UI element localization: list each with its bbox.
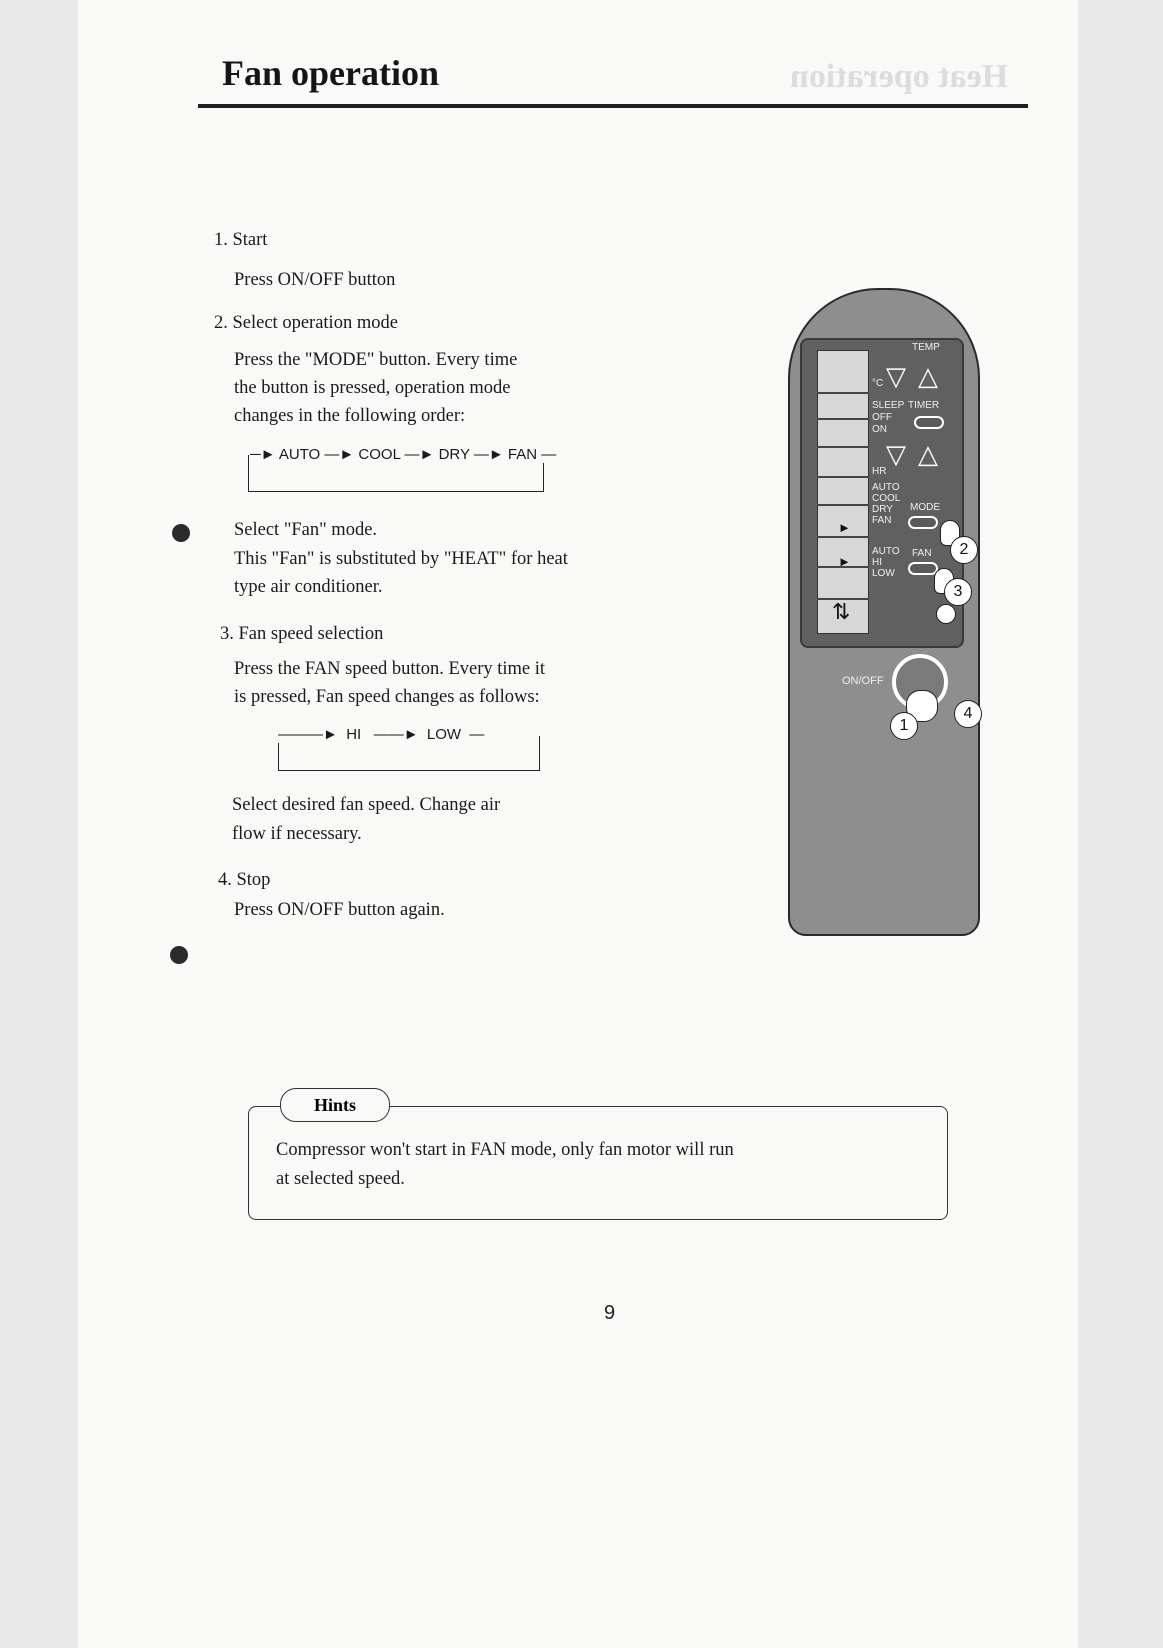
remote-celsius-label: °C xyxy=(872,378,884,389)
remote-fan-button-label: FAN xyxy=(912,548,932,559)
lcd-airflow-icon: ⇅ xyxy=(832,600,851,625)
lcd-divider xyxy=(817,418,869,420)
remote-fan-label: FAN xyxy=(872,515,892,526)
lcd-divider xyxy=(817,446,869,448)
remote-low-label: LOW xyxy=(872,568,895,579)
lcd-divider xyxy=(817,504,869,506)
remote-hi-label: HI xyxy=(872,557,882,568)
remote-hr-label: HR xyxy=(872,466,887,477)
speed-flow-row: ———► HI ——► LOW — xyxy=(278,726,488,743)
callout-2: 2 xyxy=(950,536,978,564)
temp-up-icon[interactable]: △ xyxy=(918,362,938,392)
step-mode-text-1: Press the "MODE" button. Every time xyxy=(234,350,518,370)
remote-dry-label: DRY xyxy=(872,504,893,515)
hints-text-line-1: Compressor won't start in FAN mode, only fan motor will run xyxy=(276,1140,734,1160)
speed-flow-hi: HI xyxy=(346,726,362,743)
remote-cool-label: COOL xyxy=(872,493,901,504)
lcd-divider xyxy=(817,536,869,538)
fan-select-text-3: type air conditioner. xyxy=(234,577,383,597)
binder-hole-bottom xyxy=(170,946,188,964)
fan-speed-button[interactable] xyxy=(908,562,938,575)
mode-button[interactable] xyxy=(908,516,938,529)
remote-temp-label: TEMP xyxy=(912,342,940,353)
mode-flow-dry: DRY xyxy=(438,446,470,463)
callout-4: 4 xyxy=(954,700,982,728)
fan-select-text-1: Select "Fan" mode. xyxy=(234,520,378,540)
lcd-fan-indicator-icon: ► xyxy=(838,520,851,535)
remote-timer-label: TIMER xyxy=(908,400,940,411)
step-speed-heading: 3. Fan speed selection xyxy=(220,624,384,644)
step-speed-text-1: Press the FAN speed button. Every time it xyxy=(234,659,546,679)
mirrored-title: Heat operation xyxy=(790,58,1009,95)
lock-button[interactable] xyxy=(936,604,956,624)
remote-on-label: ON xyxy=(872,424,887,435)
hints-text xyxy=(276,1136,926,1194)
callout-1: 1 xyxy=(890,712,918,740)
speed-select-text-2: flow if necessary. xyxy=(232,824,362,844)
remote-onoff-label: ON/OFF xyxy=(842,675,884,687)
binder-hole-top xyxy=(172,524,190,542)
timer-down-icon[interactable]: ▽ xyxy=(886,440,906,470)
lcd-divider xyxy=(817,476,869,478)
fan-select-text-2: This "Fan" is substituted by "HEAT" for heat xyxy=(234,549,568,569)
step-start-heading: 1. Start xyxy=(214,230,268,250)
hints-label: Hints xyxy=(280,1088,390,1122)
remote-mode-label: MODE xyxy=(910,502,940,513)
step-mode-heading: 2. Select operation mode xyxy=(214,313,398,333)
page-title: Fan operation xyxy=(222,53,440,93)
remote-sleep-label: SLEEP xyxy=(872,400,905,411)
callout-3: 3 xyxy=(944,578,972,606)
step-start-text: Press ON/OFF button xyxy=(234,270,396,290)
remote-off-label: OFF xyxy=(872,412,892,423)
mode-flow-row: ─► AUTO —► COOL —► DRY —► FAN — xyxy=(250,446,560,463)
mode-flow-cool: COOL xyxy=(358,446,401,463)
title-rule xyxy=(198,104,1028,108)
step-stop-heading: 4. Stop xyxy=(218,870,271,890)
hints-text-line-2: at selected speed. xyxy=(276,1169,405,1189)
step-speed-text-2: is pressed, Fan speed changes as follows: xyxy=(234,687,540,707)
speed-flow-low: LOW xyxy=(426,726,462,743)
speed-select-text-1: Select desired fan speed. Change air xyxy=(232,795,501,815)
step-mode-text-3: changes in the following order: xyxy=(234,406,466,426)
timer-up-icon[interactable]: △ xyxy=(918,440,938,470)
temp-down-icon[interactable]: ▽ xyxy=(886,362,906,392)
step-mode-text-2: the button is pressed, operation mode xyxy=(234,378,511,398)
mode-flow-fan: FAN xyxy=(507,446,538,463)
lcd-divider xyxy=(817,392,869,394)
remote-auto-label: AUTO xyxy=(872,482,900,493)
remote-auto2-label: AUTO xyxy=(872,546,900,557)
step-stop-text: Press ON/OFF button again. xyxy=(234,900,445,920)
timer-button[interactable] xyxy=(914,416,944,429)
lcd-speed-indicator-icon: ► xyxy=(838,554,851,569)
mode-flow-auto: AUTO xyxy=(278,446,321,463)
page-number: 9 xyxy=(604,1302,616,1324)
